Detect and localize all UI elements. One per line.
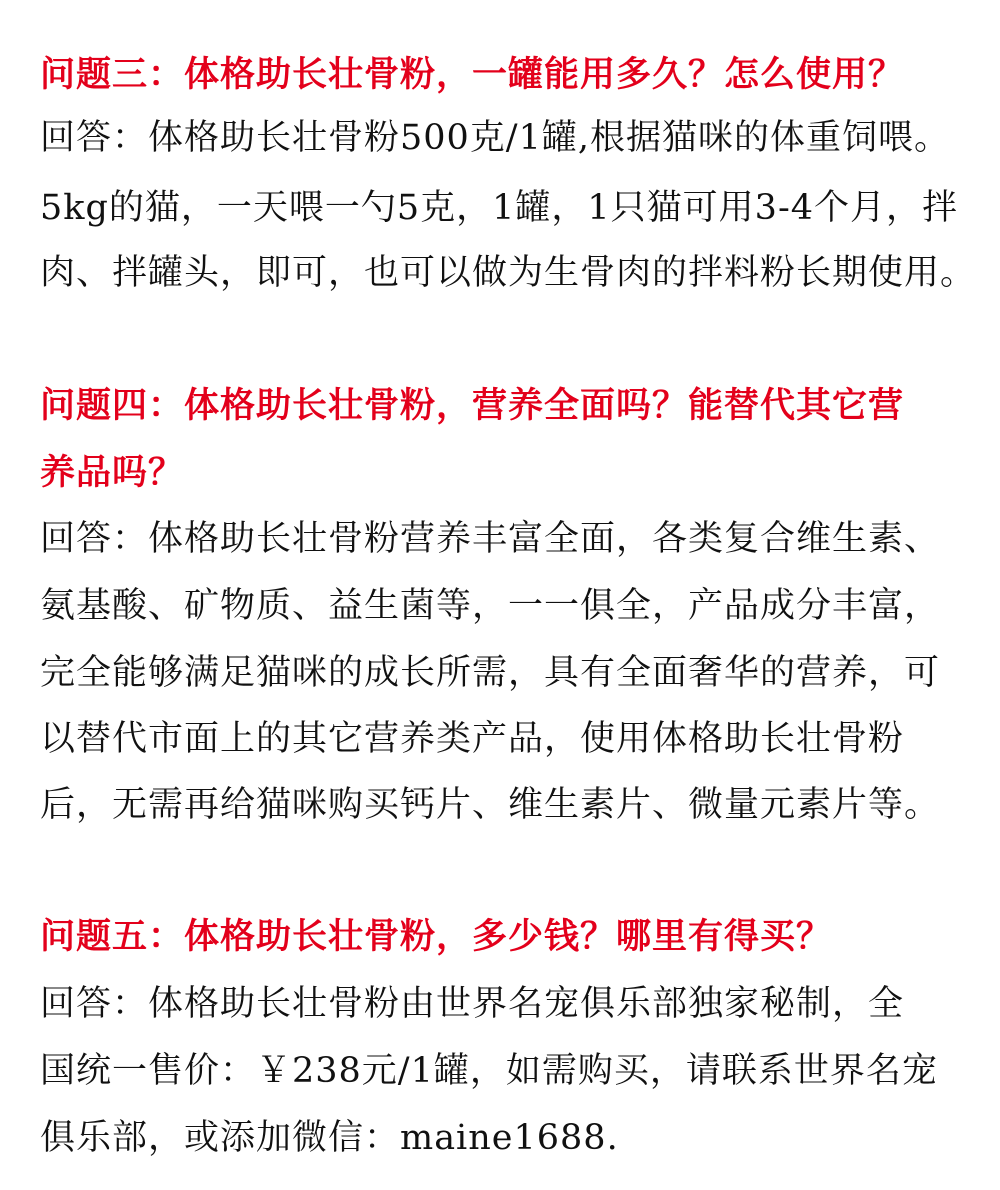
question-5-line-1: 问题五：体格助长壮骨粉，多少钱？哪里有得买？	[40, 916, 833, 957]
answer-4-line-3: 完全能够满足猫咪的成长所需，具有全面奢华的营养，可	[40, 653, 941, 693]
answer-4-line-5: 后，无需再给猫咪购买钙片、维生素片、微量元素片等。	[40, 785, 941, 825]
answer-5-line-3: 俱乐部，或添加微信：maine1688.	[40, 1118, 619, 1158]
question-4-line-2: 养品吗？	[40, 452, 185, 493]
answer-4-line-1: 回答：体格助长壮骨粉营养丰富全面，各类复合维生素、	[40, 519, 941, 559]
answer-5-line-1: 回答：体格助长壮骨粉由世界名宠俱乐部独家秘制，全	[40, 984, 905, 1024]
answer-5-line-2: 国统一售价：￥238元/1罐，如需购买，请联系世界名宠	[40, 1051, 938, 1091]
question-3-line-1: 问题三：体格助长壮骨粉，一罐能用多久？怎么使用？	[40, 54, 905, 95]
answer-4-line-4: 以替代市面上的其它营养类产品，使用体格助长壮骨粉	[40, 719, 905, 759]
answer-3-line-3: 肉、拌罐头，即可，也可以做为生骨肉的拌料粉长期使用。	[40, 253, 977, 293]
answer-3-line-2: 5kg的猫，一天喂一勺5克，1罐，1只猫可用3-4个月，拌	[40, 188, 959, 228]
answer-4-line-2: 氨基酸、矿物质、益生菌等，一一俱全，产品成分丰富，	[40, 586, 941, 626]
question-4-line-1: 问题四：体格助长壮骨粉，营养全面吗？能替代其它营	[40, 385, 905, 426]
answer-3-line-1: 回答：体格助长壮骨粉500克/1罐,根据猫咪的体重饲喂。	[40, 118, 950, 158]
